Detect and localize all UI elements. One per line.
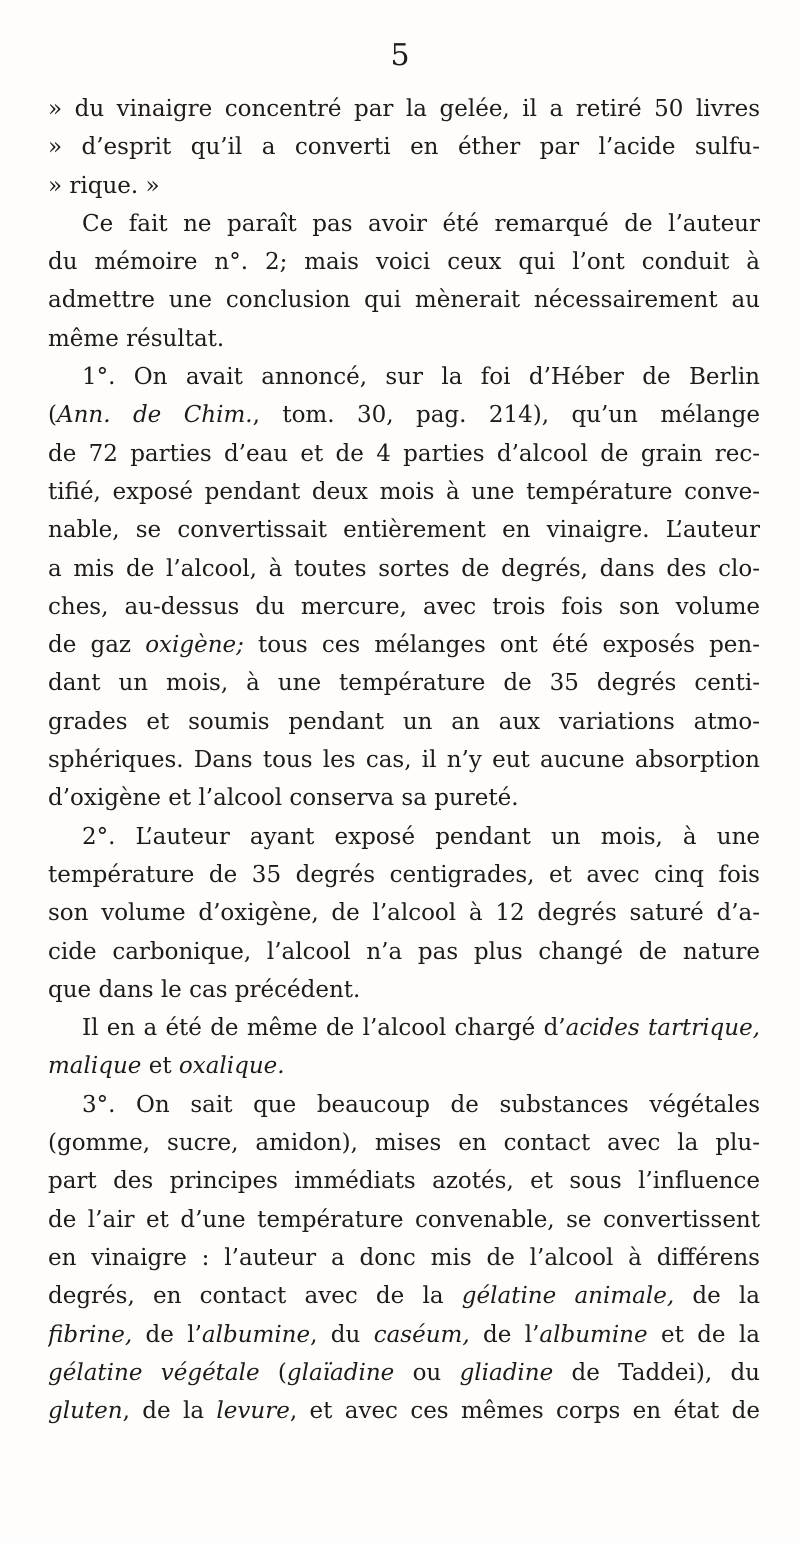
text-segment: de Taddei), du bbox=[553, 1359, 760, 1386]
text-line: nable, se convertissait entièrement en vinaigre. L’auteur bbox=[48, 517, 760, 544]
text-line: (gomme, sucre, amidon), mises en contact avec la plu- bbox=[48, 1130, 760, 1157]
text-line: admettre une conclusion qui mènerait nécessairement au bbox=[48, 287, 760, 314]
italic-term: gélatine végétale bbox=[48, 1359, 260, 1386]
text-line: 3°. On sait que beaucoup de substances végétales bbox=[82, 1091, 760, 1118]
text-line: de l’air et d’une température convenable, se convertissent bbox=[48, 1206, 760, 1233]
text-line bbox=[48, 1277, 760, 1315]
italic-term: glaïadine bbox=[286, 1359, 395, 1386]
body-text bbox=[48, 90, 760, 1430]
text-line bbox=[48, 396, 760, 434]
text-segment: de l’ bbox=[469, 1321, 540, 1348]
text-line: 2°. L’auteur ayant exposé pendant un mois, à une bbox=[82, 823, 760, 850]
italic-term: fibrine, bbox=[48, 1321, 133, 1348]
text-line bbox=[48, 1316, 760, 1354]
text-segment: et bbox=[141, 1053, 179, 1080]
text-line: » rique. » bbox=[48, 172, 160, 199]
italic-term: malique bbox=[48, 1053, 142, 1080]
text-line: grades et soumis pendant un an aux variations atmo- bbox=[48, 708, 760, 735]
page-number: 5 bbox=[390, 38, 410, 73]
text-line: dant un mois, à une température de 35 degrés centi- bbox=[48, 670, 760, 697]
text-line: sphériques. Dans tous les cas, il n’y eut aucune absorption bbox=[48, 747, 760, 774]
text-segment: Il en a été de même de l’alcool chargé d’ bbox=[82, 1015, 566, 1042]
text-line: a mis de l’alcool, à toutes sortes de degrés, dans des clo- bbox=[48, 555, 760, 582]
text-segment: de l’ bbox=[132, 1321, 202, 1348]
text-line bbox=[48, 626, 760, 664]
text-line: que dans le cas précédent. bbox=[48, 976, 361, 1003]
text-line: ches, au-dessus du mercure, avec trois fois son volume bbox=[48, 593, 760, 620]
text-line: en vinaigre : l’auteur a donc mis de l’alcool à différens bbox=[48, 1244, 760, 1271]
text-line: » du vinaigre concentré par la gelée, il a retiré 50 livres bbox=[48, 96, 760, 122]
text-line: son volume d’oxigène, de l’alcool à 12 degrés saturé d’a- bbox=[48, 900, 760, 927]
text-line: de 72 parties d’eau et de 4 parties d’alcool de grain rec- bbox=[48, 440, 760, 467]
text-segment: , de la bbox=[122, 1398, 217, 1425]
text-line: tifié, exposé pendant deux mois à une température conve- bbox=[48, 478, 760, 505]
text-line: du mémoire n°. 2; mais voici ceux qui l’ont conduit à bbox=[48, 249, 760, 276]
text-segment: et de la bbox=[647, 1321, 760, 1348]
text-segment: ( bbox=[259, 1359, 287, 1386]
text-line: température de 35 degrés centigrades, et avec cinq fois bbox=[48, 861, 760, 888]
italic-term: albumine bbox=[539, 1321, 648, 1348]
text-line: Ce fait ne paraît pas avoir été remarqué de l’auteur bbox=[82, 210, 760, 237]
text-segment: tous ces mélanges ont été exposés pen- bbox=[243, 632, 760, 659]
italic-term: gliadine bbox=[459, 1359, 554, 1386]
text-line bbox=[48, 1047, 760, 1085]
text-line: 1°. On avait annoncé, sur la foi d’Héber de Berlin bbox=[82, 364, 760, 391]
text-segment: degrés, en contact avec de la bbox=[48, 1283, 462, 1310]
text-line bbox=[48, 1009, 760, 1047]
text-line bbox=[48, 1354, 760, 1392]
text-line: part des principes immédiats azotés, et sous l’influence bbox=[48, 1168, 760, 1195]
italic-term: caséum, bbox=[373, 1321, 470, 1348]
text-segment: , du bbox=[310, 1321, 374, 1348]
italic-term: levure bbox=[216, 1398, 290, 1425]
italic-term: Ann. de Chim. bbox=[56, 402, 253, 429]
text-line: cide carbonique, l’alcool n’a pas plus changé de nature bbox=[48, 938, 760, 965]
text-line: même résultat. bbox=[48, 325, 225, 352]
text-segment: ou bbox=[394, 1359, 460, 1386]
text-line bbox=[48, 1392, 760, 1430]
text-segment: , et avec ces mêmes corps en état de bbox=[289, 1398, 760, 1425]
text-segment: de la bbox=[674, 1283, 760, 1310]
text-line: » d’esprit qu’il a converti en éther par l’acide sulfu- bbox=[48, 134, 760, 161]
text-segment: ( bbox=[48, 402, 57, 429]
italic-term: gluten bbox=[48, 1398, 123, 1425]
italic-term: gélatine animale, bbox=[461, 1283, 675, 1310]
text-line: d’oxigène et l’alcool conserva sa pureté. bbox=[48, 785, 519, 812]
italic-term: oxigène; bbox=[145, 632, 244, 659]
italic-term: albumine bbox=[201, 1321, 311, 1348]
text-segment: de gaz bbox=[48, 632, 146, 659]
text-segment: , tom. 30, pag. 214), qu’un mélange bbox=[252, 402, 760, 429]
italic-term: acides tartrique, bbox=[565, 1015, 760, 1042]
italic-term: oxalique. bbox=[178, 1053, 285, 1080]
